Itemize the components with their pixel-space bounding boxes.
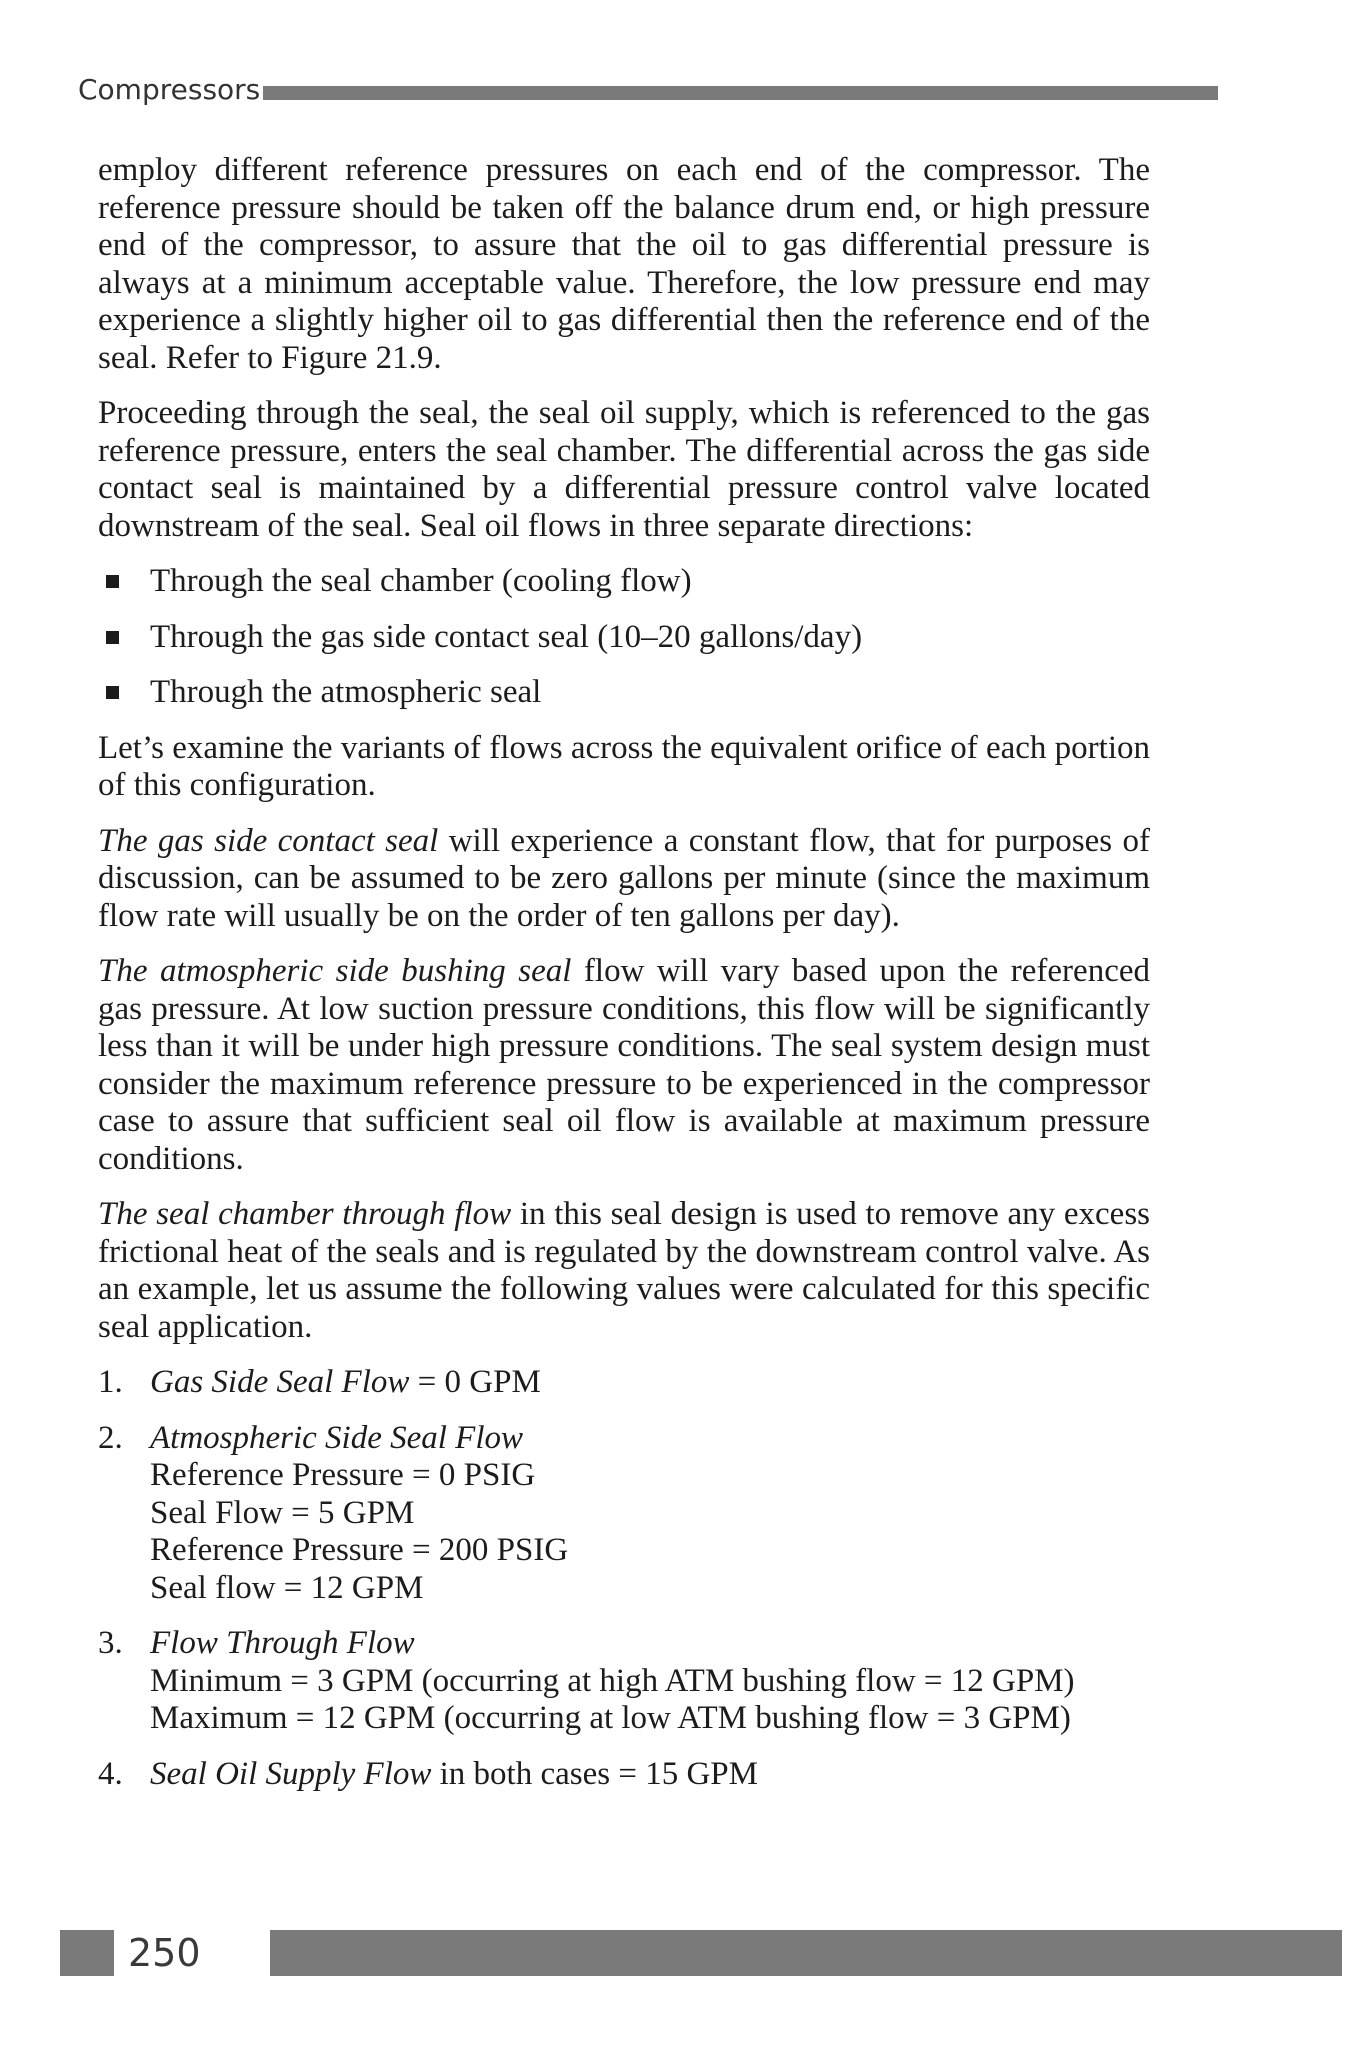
italic-lead: The atmospheric side bushing seal bbox=[98, 953, 572, 989]
paragraph-seal-chamber-through-flow: The seal chamber through flow in this seal design is used to remove any excess frictional heat of the seals and is regulated by the downstream control valve. As an example, let us assume the following values were calculated for this specific seal application. bbox=[98, 1196, 1151, 1345]
list-item: 2. Atmospheric Side Seal Flow Reference Pressure = 0 PSIG Seal Flow = 5 GPM Reference Pressure = 200 PSIG Seal flow = 12 GPM bbox=[98, 1419, 569, 1606]
body-text bbox=[98, 152, 1150, 1811]
list-item: 1. Gas Side Seal Flow = 0 GPM bbox=[98, 1364, 541, 1400]
italic-lead: The seal chamber through flow bbox=[98, 1196, 512, 1232]
header-rule bbox=[263, 86, 1218, 100]
list-item: 4. Seal Oil Supply Flow in both cases = 15 GPM bbox=[98, 1755, 758, 1792]
paragraph-seal-flow-intro: Proceeding through the seal, the seal oil supply, which is referenced to the gas reference pressure, enters the seal chamber. The differential across the gas side contact seal is maintained by a differential pressure control valve located downstream of the seal. Seal oil flows in three separate directions: bbox=[98, 395, 1150, 544]
header-title: Compressors bbox=[78, 73, 261, 106]
list-item: 3. Flow Through Flow Minimum = 3 GPM (occurring at high ATM bushing flow = 12 GPM) Maximum = 12 GPM (occurring at low ATM bushing flow = 3 GPM) bbox=[98, 1625, 1075, 1736]
list-item: Through the atmospheric seal bbox=[98, 674, 1150, 712]
running-footer bbox=[60, 1930, 1292, 1976]
footer-block bbox=[60, 1930, 114, 1976]
page-number: 250 bbox=[128, 1931, 201, 1975]
running-header bbox=[78, 70, 1138, 110]
paragraph-continuation: employ different reference pressures on each end of the compressor. The reference pressure should be taken off the balance drum end, or high pressure end of the compressor, to assure that the oil to gas differential pressure is always at a minimum acceptable value. Therefore, the low pressure end may experience a slightly higher oil to gas differential then the reference end of the seal. Refer to Figure 21.9. bbox=[98, 152, 1150, 376]
italic-lead: The gas side contact seal bbox=[98, 822, 439, 859]
flow-directions-list bbox=[98, 563, 1150, 712]
paragraph-gas-side-contact-seal: The gas side contact seal will experience a constant flow, that for purposes of discussion, can be assumed to be zero gallons per minute (since the maximum flow rate will usually be on the order of ten gallons per day). bbox=[98, 822, 1150, 934]
paragraph-variants: Let’s examine the variants of flows across the equivalent orifice of each portion of this configuration. bbox=[98, 729, 1150, 803]
list-item: Through the gas side contact seal (10–20 gallons/day) bbox=[98, 619, 1150, 657]
calculated-values-list bbox=[98, 1364, 1150, 1793]
list-item: Through the seal chamber (cooling flow) bbox=[98, 563, 1150, 601]
paragraph-atmospheric-bushing-seal: The atmospheric side bushing seal flow will vary based upon the referenced gas pressure. At low suction pressure conditions, this flow will be significantly less than it will be under high pressure conditions. The seal system design must consider the maximum reference pressure to be experienced in the compressor case to assure that sufficient seal oil flow is available at maximum pressure conditions. bbox=[98, 953, 1150, 1177]
footer-rule bbox=[270, 1930, 1342, 1976]
bullet-square-icon bbox=[106, 575, 119, 588]
bullet-square-icon bbox=[106, 686, 119, 699]
bullet-square-icon bbox=[106, 631, 119, 644]
